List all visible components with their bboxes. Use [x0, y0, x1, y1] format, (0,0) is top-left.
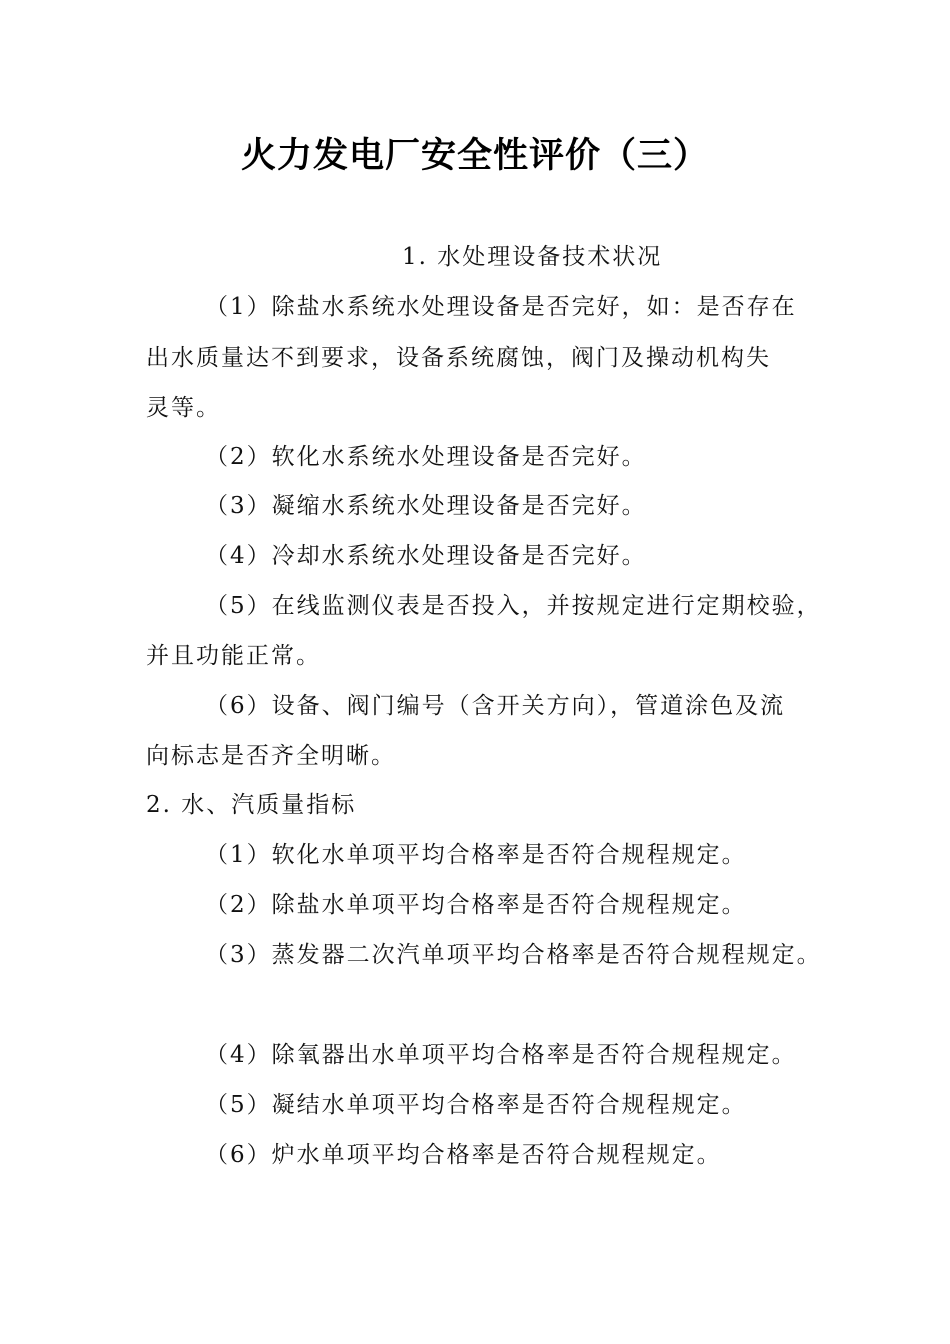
s2-item1: （1）软化水单项平均合格率是否符合规程规定。 [205, 842, 747, 868]
s1-item5-line2: 并且功能正常。 [146, 643, 321, 669]
s2-item3: （3）蒸发器二次汽单项平均合格率是否符合规程规定。 [205, 942, 822, 968]
s1-item6-line1: （6）设备、阀门编号（含开关方向），管道涂色及流 [205, 693, 786, 719]
section-1-heading: 1. 水处理设备技术状况 [402, 244, 663, 270]
s1-item2: （2）软化水系统水处理设备是否完好。 [205, 444, 647, 470]
s1-item5-line1: （5）在线监测仪表是否投入，并按规定进行定期校验， [205, 593, 822, 619]
s1-item1-line2: 出水质量达不到要求，设备系统腐蚀，阀门及操动机构失 [146, 345, 771, 371]
s1-item1-line3: 灵等。 [146, 395, 221, 421]
s2-item6: （6）炉水单项平均合格率是否符合规程规定。 [205, 1142, 722, 1168]
section-2-heading: 2. 水、汽质量指标 [146, 792, 357, 818]
document-title: 火力发电厂安全性评价（三） [240, 136, 709, 176]
s2-item4: （4）除氧器出水单项平均合格率是否符合规程规定。 [205, 1042, 797, 1068]
s1-item1-line1: （1）除盐水系统水处理设备是否完好，如：是否存在 [205, 294, 797, 320]
s2-item2: （2）除盐水单项平均合格率是否符合规程规定。 [205, 892, 747, 918]
s1-item3: （3）凝缩水系统水处理设备是否完好。 [205, 493, 647, 519]
s2-item5: （5）凝结水单项平均合格率是否符合规程规定。 [205, 1092, 747, 1118]
s1-item4: （4）冷却水系统水处理设备是否完好。 [205, 543, 647, 569]
s1-item6-line2: 向标志是否齐全明晰。 [146, 743, 396, 769]
